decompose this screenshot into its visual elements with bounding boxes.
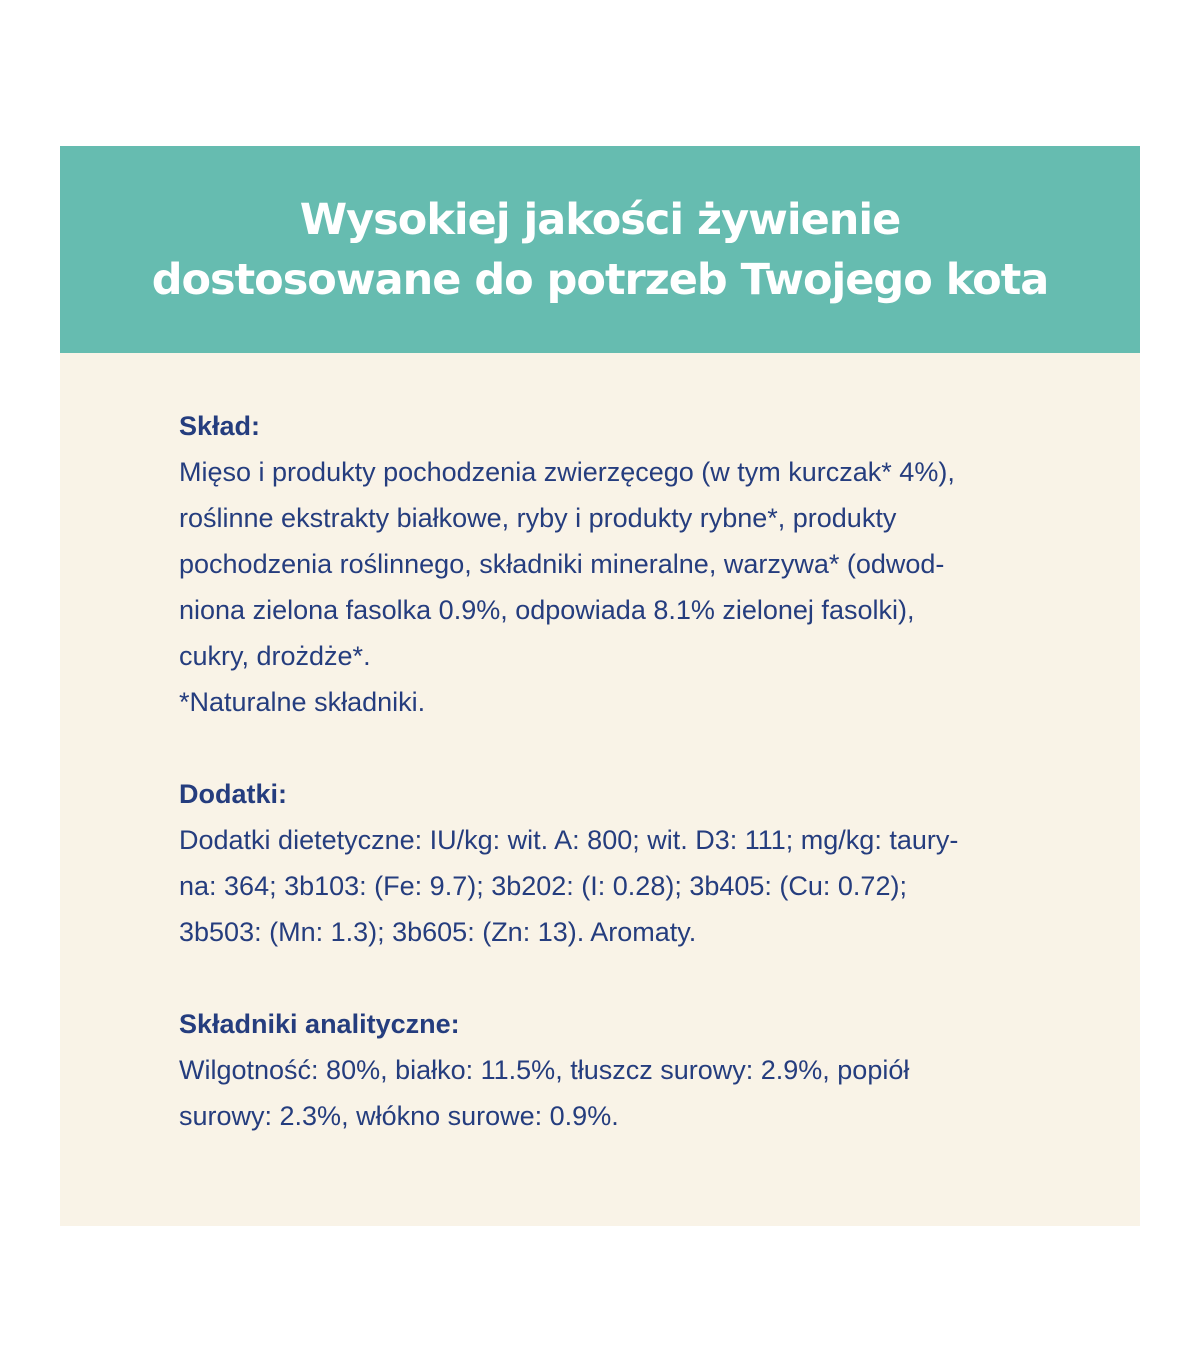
text-line: na: 364; 3b103: (Fe: 9.7); 3b202: (I: 0.28); 3b405: (Cu: 0.72); <box>179 871 907 901</box>
text-line: *Naturalne składniki. <box>179 687 426 717</box>
banner-title-line-2: dostosowane do potrzeb Twojego kota <box>151 254 1049 305</box>
ingredients-content <box>179 403 1079 1185</box>
text-line: 3b503: (Mn: 1.3); 3b605: (Zn: 13). Aromaty. <box>179 917 697 947</box>
text-line: Wilgotność: 80%, białko: 11.5%, tłuszcz surowy: 2.9%, popiół <box>179 1055 910 1085</box>
text-line: Dodatki dietetyczne: IU/kg: wit. A: 800; wit. D3: 111; mg/kg: taury- <box>179 825 959 855</box>
header-banner <box>60 146 1140 353</box>
section-title: Składniki analityczne: <box>179 1009 460 1039</box>
section-additives <box>179 771 1079 955</box>
banner-title-line-1: Wysokiej jakości żywienie <box>299 194 901 245</box>
section-composition <box>179 403 1079 725</box>
text-line: cukry, drożdże*. <box>179 641 371 671</box>
section-analytical-constituents <box>179 1001 1079 1139</box>
section-title: Dodatki: <box>179 779 287 809</box>
text-line: roślinne ekstrakty białkowe, ryby i produkty rybne*, produkty <box>179 503 897 533</box>
text-line: surowy: 2.3%, włókno surowe: 0.9%. <box>179 1101 619 1131</box>
ingredients-card <box>60 146 1140 1226</box>
text-line: Mięso i produkty pochodzenia zwierzęcego (w tym kurczak* 4%), <box>179 457 955 487</box>
text-line: pochodzenia roślinnego, składniki mineralne, warzywa* (odwod- <box>179 549 945 579</box>
text-line: niona zielona fasolka 0.9%, odpowiada 8.1% zielonej fasolki), <box>179 595 915 625</box>
section-title: Skład: <box>179 411 261 441</box>
